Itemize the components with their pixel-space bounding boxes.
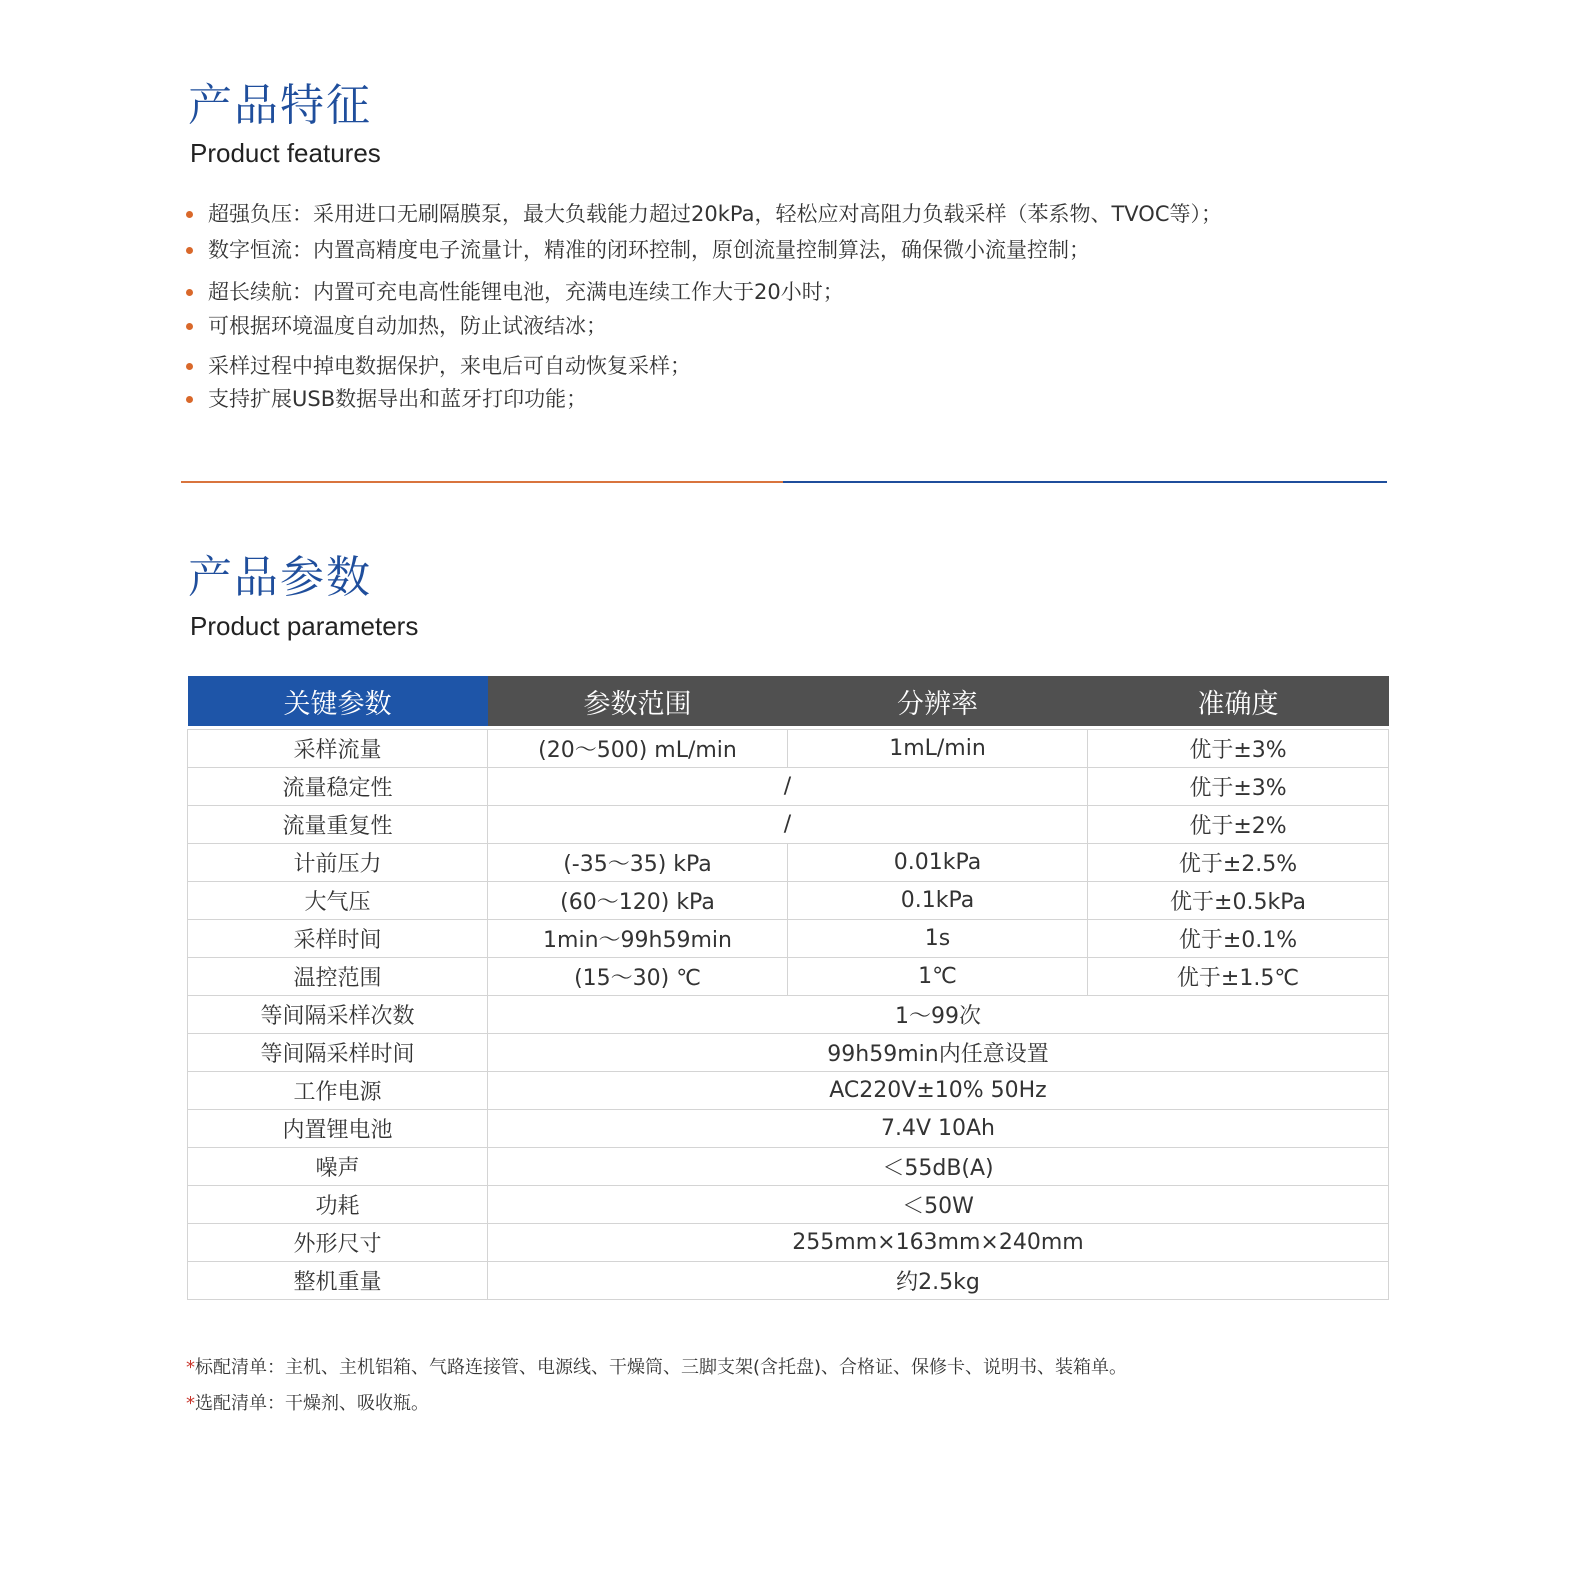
param-value: ＜55dB(A) (488, 1148, 1389, 1186)
table-row (188, 806, 1389, 844)
table-row (188, 1072, 1389, 1110)
feature-text: 超长续航：内置可充电高性能锂电池，充满电连续工作大于20小时； (208, 280, 844, 304)
param-name: 采样流量 (188, 730, 488, 768)
optional-config-note (186, 1390, 1127, 1426)
note-asterisk: * (186, 1393, 195, 1414)
feature-item (186, 356, 1222, 377)
param-name: 整机重量 (188, 1262, 488, 1300)
param-resolution: 1s (788, 920, 1088, 958)
param-name: 噪声 (188, 1148, 488, 1186)
param-name: 温控范围 (188, 958, 488, 996)
param-value: 1～99次 (488, 996, 1389, 1034)
param-range: (15～30) ℃ (488, 958, 788, 996)
param-range: (60～120) kPa (488, 882, 788, 920)
params-table (187, 676, 1389, 1300)
table-row (188, 958, 1389, 996)
table-row (188, 768, 1389, 806)
divider-blue-segment (783, 481, 1387, 483)
table-row (188, 1110, 1389, 1148)
features-list (186, 204, 1222, 410)
param-value: 7.4V 10Ah (488, 1110, 1389, 1148)
param-range: (20～500) mL/min (488, 730, 788, 768)
param-accuracy: 优于±3% (1088, 730, 1389, 768)
bullet-icon (186, 247, 193, 254)
param-name: 流量稳定性 (188, 768, 488, 806)
note-text: 标配清单：主机、主机铝箱、气路连接管、电源线、干燥筒、三脚支架(含托盘)、合格证、保修卡、说明书、装箱单。 (195, 1357, 1128, 1378)
feature-text: 采样过程中掉电数据保护，来电后可自动恢复采样； (208, 354, 691, 378)
param-name: 等间隔采样时间 (188, 1034, 488, 1072)
param-name: 采样时间 (188, 920, 488, 958)
param-value: ＜50W (488, 1186, 1389, 1224)
param-value: 99h59min内任意设置 (488, 1034, 1389, 1072)
param-name: 大气压 (188, 882, 488, 920)
param-resolution: 0.1kPa (788, 882, 1088, 920)
param-value: 255mm×163mm×240mm (488, 1224, 1389, 1262)
param-accuracy: 优于±3% (1088, 768, 1389, 806)
feature-item (186, 389, 1222, 410)
param-accuracy: 优于±0.5kPa (1088, 882, 1389, 920)
table-row (188, 1186, 1389, 1224)
divider-orange-segment (181, 481, 783, 483)
param-accuracy: 优于±0.1% (1088, 920, 1389, 958)
table-row (188, 844, 1389, 882)
param-name: 工作电源 (188, 1072, 488, 1110)
header-accuracy: 准确度 (1088, 676, 1389, 726)
param-range: 1min～99h59min (488, 920, 788, 958)
param-resolution: 1mL/min (788, 730, 1088, 768)
param-name: 功耗 (188, 1186, 488, 1224)
feature-item (186, 316, 1222, 337)
table-row (188, 1262, 1389, 1300)
bullet-icon (186, 363, 193, 370)
param-name: 外形尺寸 (188, 1224, 488, 1262)
table-row (188, 996, 1389, 1034)
feature-text: 数字恒流：内置高精度电子流量计，精准的闭环控制，原创流量控制算法，确保微小流量控制； (208, 238, 1090, 262)
features-subtitle: Product features (190, 138, 381, 168)
param-range: (-35～35) kPa (488, 844, 788, 882)
standard-config-note (186, 1354, 1127, 1390)
param-range-merged: / (488, 768, 1088, 806)
feature-item (186, 240, 1222, 261)
table-row (188, 1148, 1389, 1186)
param-value: 约2.5kg (488, 1262, 1389, 1300)
param-accuracy: 优于±2.5% (1088, 844, 1389, 882)
params-title: 产品参数 (188, 552, 372, 603)
param-name: 内置锂电池 (188, 1110, 488, 1148)
note-text: 选配清单：干燥剂、吸收瓶。 (195, 1393, 429, 1414)
table-row (188, 1224, 1389, 1262)
bullet-icon (186, 289, 193, 296)
param-resolution: 1℃ (788, 958, 1088, 996)
bullet-icon (186, 211, 193, 218)
param-name: 等间隔采样次数 (188, 996, 488, 1034)
table-row (188, 1034, 1389, 1072)
table-row (188, 730, 1389, 768)
feature-text: 可根据环境温度自动加热，防止试液结冰； (208, 314, 607, 338)
param-name: 计前压力 (188, 844, 488, 882)
header-key-param: 关键参数 (188, 676, 488, 726)
param-range-merged: / (488, 806, 1088, 844)
param-resolution: 0.01kPa (788, 844, 1088, 882)
bullet-icon (186, 396, 193, 403)
table-row (188, 920, 1389, 958)
bullet-icon (186, 323, 193, 330)
param-accuracy: 优于±1.5℃ (1088, 958, 1389, 996)
section-divider (181, 481, 1387, 483)
param-value: AC220V±10% 50Hz (488, 1072, 1389, 1110)
header-resolution: 分辨率 (788, 676, 1088, 726)
params-header-row (188, 676, 1389, 726)
features-title: 产品特征 (188, 80, 372, 131)
notes-block (186, 1354, 1127, 1426)
param-name: 流量重复性 (188, 806, 488, 844)
header-range: 参数范围 (488, 676, 788, 726)
table-row (188, 882, 1389, 920)
param-accuracy: 优于±2% (1088, 806, 1389, 844)
feature-item (186, 282, 1222, 303)
note-asterisk: * (186, 1357, 195, 1378)
feature-text: 支持扩展USB数据导出和蓝牙打印功能； (208, 387, 588, 411)
params-subtitle: Product parameters (190, 611, 419, 641)
feature-item (186, 204, 1222, 225)
feature-text: 超强负压：采用进口无刷隔膜泵，最大负载能力超过20kPa，轻松应对高阻力负载采样（苯系物、TVOC等）； (208, 202, 1222, 226)
